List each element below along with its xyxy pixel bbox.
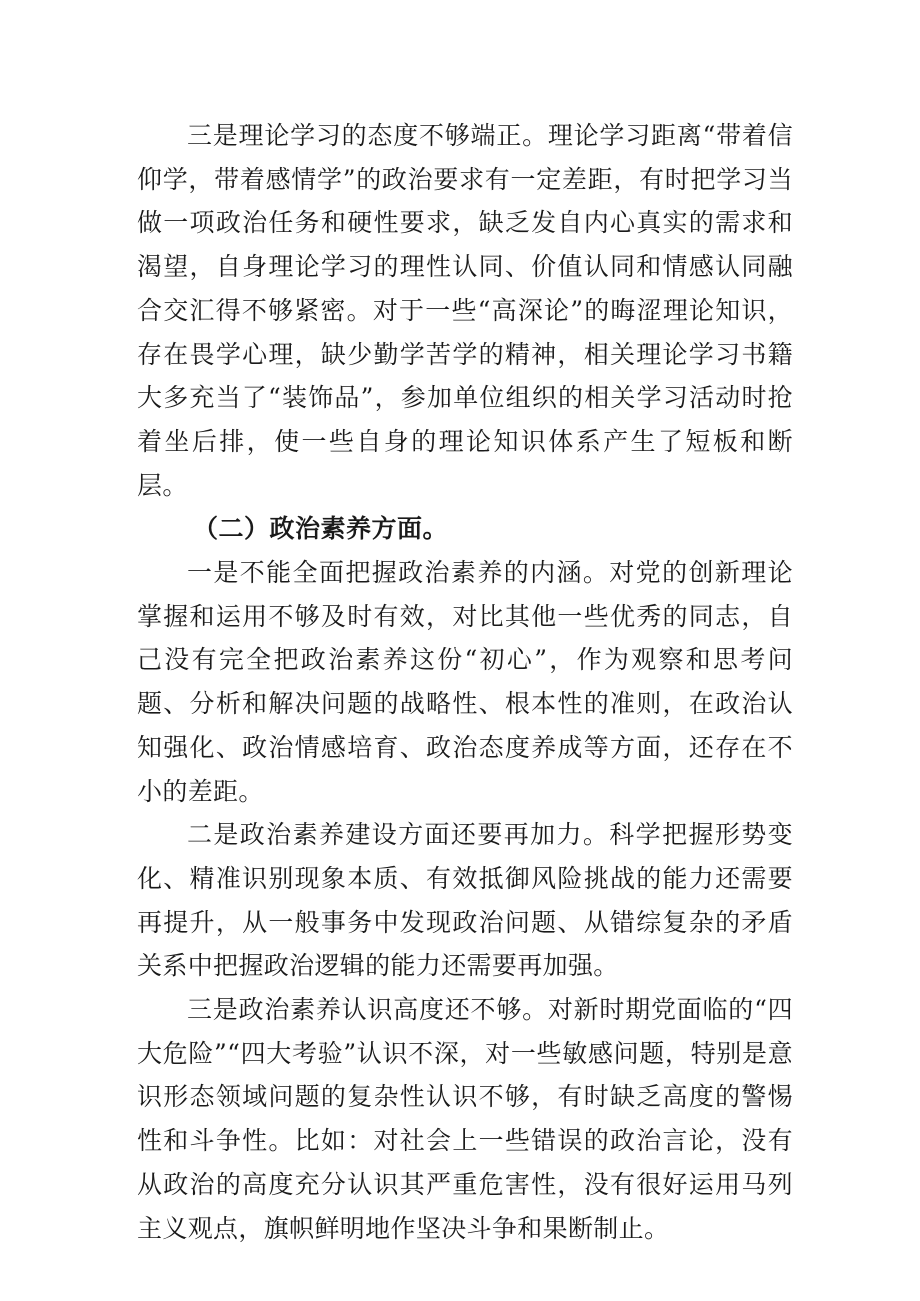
- paragraph-literacy-connotation: 一是不能全面把握政治素养的内涵。对党的创新理论掌握和运用不够及时有效，对比其他一些优秀的同志，自己没有完全把政治素养这份“初心”，作为观察和思考问题、分析和解决问题的战略性、根本性的准则，在政治认知强化、政治情感培育、政治态度养成等方面，还存在不小的差距。: [137, 558, 793, 806]
- paragraph-literacy-awareness: 三是政治素养认识高度还不够。对新时期党面临的“四大危险”“四大考验”认识不深，对一些敏感问题，特别是意识形态领域问题的复杂性认识不够，有时缺乏高度的警惕性和斗争性。比如：对社会上一些错误的政治言论，没有从政治的高度充分认识其严重危害性，没有很好运用马列主义观点，旗帜鲜明地作坚决斗争和果断制止。: [137, 995, 793, 1243]
- paragraph-literacy-construction: 二是政治素养建设方面还要再加力。科学把握形势变化、精准识别现象本质、有效抵御风险挑战的能力还需要再提升，从一般事务中发现政治问题、从错综复杂的矛盾关系中把握政治逻辑的能力还需要再加强。: [137, 820, 793, 981]
- document-body: [137, 114, 793, 1250]
- paragraph-theory-attitude: 三是理论学习的态度不够端正。理论学习距离“带着信仰学，带着感情学”的政治要求有一定差距，有时把学习当做一项政治任务和硬性要求，缺乏发自内心真实的需求和渴望，自身理论学习的理性认同、价值认同和情感认同融合交汇得不够紧密。对于一些“高深论”的晦涩理论知识，存在畏学心理，缺少勤学苦学的精神，相关理论学习书籍大多充当了“装饰品”，参加单位组织的相关学习活动时抢着坐后排，使一些自身的理论知识体系产生了短板和断层。: [137, 121, 793, 500]
- section-heading-political-literacy: （二）政治素养方面。: [193, 514, 449, 544]
